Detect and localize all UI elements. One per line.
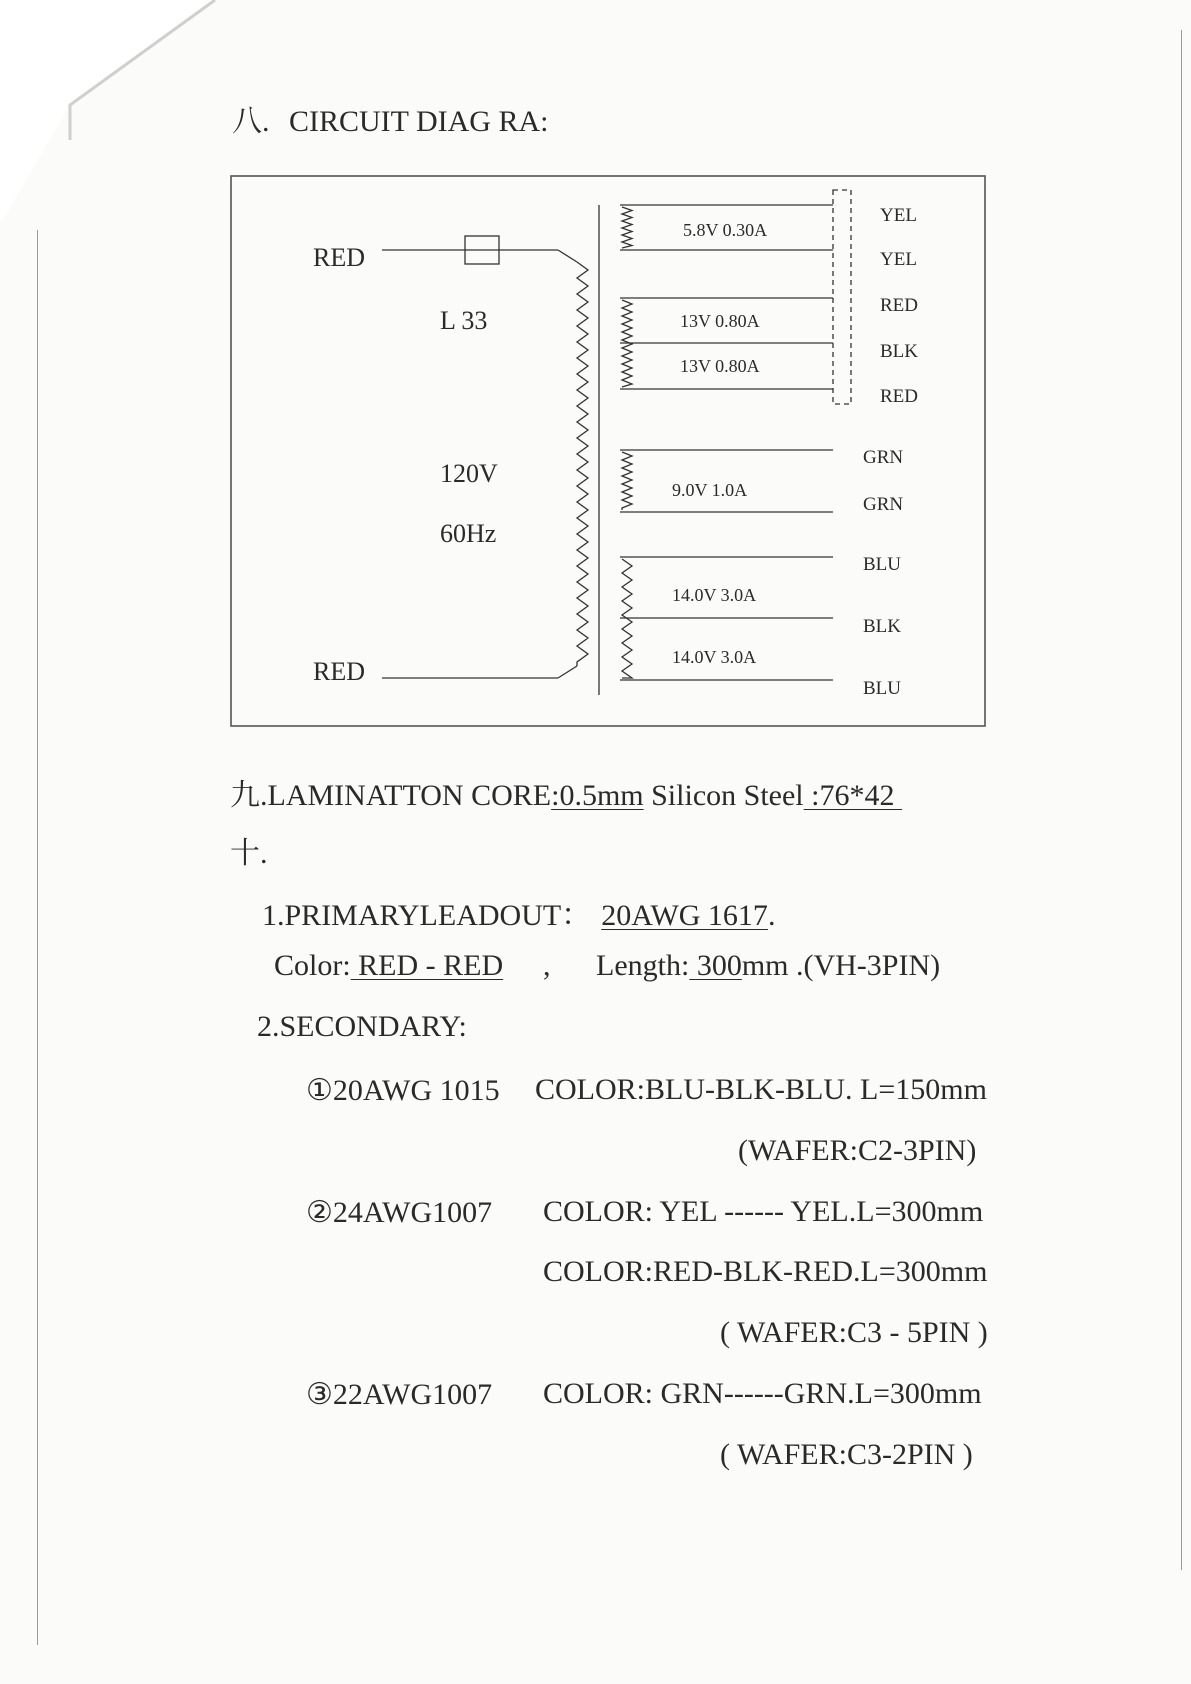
secondary-item-1-id: [306, 1073, 500, 1108]
primary-voltage-label: 120V: [440, 459, 498, 488]
color-value: RED - RED: [350, 949, 504, 982]
length-label: Length:: [596, 949, 690, 982]
secondary-3-wire: 22AWG1007: [332, 1378, 493, 1411]
circuit-diagram: [0, 0, 1191, 760]
secondary-2-color-2: COLOR:RED-BLK-RED.L=300mm: [543, 1255, 988, 1288]
secondary-2-wafer: ( WAFER:C3 - 5PIN ): [720, 1316, 988, 1349]
primary-dot: .: [767, 899, 776, 932]
section8-number: 八.: [232, 105, 270, 138]
secondary-1-wire: 20AWG 1015: [332, 1074, 500, 1107]
primary-wire: 20AWG 1617: [601, 899, 768, 932]
wire-color-label: GRN: [863, 447, 904, 468]
wire-color-label: BLK: [880, 341, 918, 362]
secondary-2-wire: 24AWG1007: [332, 1196, 493, 1229]
primary-heading: 1.PRIMARYLEADOUT：: [262, 899, 592, 932]
secondary-1-wafer: (WAFER:C2-3PIN): [738, 1134, 977, 1167]
primary-lead-bottom-label: RED: [313, 657, 365, 686]
primary-lead-top-label: RED: [313, 243, 365, 272]
color-label: Color:: [274, 949, 351, 982]
section10-number: 十.: [230, 837, 268, 870]
primary-color-line: [274, 949, 503, 983]
wire-color-label: BLU: [863, 554, 901, 575]
secondary-2-color-1: COLOR: YEL ------ YEL.L=300mm: [543, 1195, 984, 1228]
wire-color-label: GRN: [863, 494, 904, 515]
primary-comma: ,: [543, 949, 551, 982]
section8-title: CIRCUIT DIAG RA:: [289, 105, 549, 138]
secondary-heading: 2.SECONDARY:: [257, 1010, 467, 1043]
length-suffix: mm .(VH-3PIN): [741, 949, 941, 982]
primary-top-bend: [558, 250, 577, 262]
wire-color-label: BLU: [863, 678, 901, 699]
core-material: Silicon Steel: [643, 779, 804, 812]
primary-frequency-label: 60Hz: [440, 519, 497, 548]
secondary-3-wafer: ( WAFER:C3-2PIN ): [720, 1438, 973, 1471]
sec3-rating-label: 9.0V 1.0A: [672, 480, 748, 500]
core-thickness: :0.5mm: [551, 779, 644, 812]
circled-number-2: ②: [306, 1196, 333, 1229]
primary-leadout-line: [262, 890, 775, 934]
primary-length-line: [596, 949, 940, 983]
length-value: 300: [689, 949, 742, 982]
secondary-item-3-id: [306, 1377, 492, 1412]
circled-number-1: ①: [306, 1074, 333, 1107]
primary-winding-coil: [577, 262, 588, 666]
sec4b-rating-label: 14.0V 3.0A: [672, 647, 757, 667]
secondary-3-color: COLOR: GRN------GRN.L=300mm: [543, 1377, 982, 1410]
primary-bottom-bend: [558, 666, 577, 678]
secondary-item-2-id: [306, 1195, 492, 1230]
part-number-label: L 33: [440, 306, 488, 335]
sec1-rating-label: 5.8V 0.30A: [683, 220, 768, 240]
wire-color-label: YEL: [880, 249, 917, 270]
sec2b-rating-label: 13V 0.80A: [680, 356, 760, 376]
circled-number-3: ③: [306, 1378, 333, 1411]
section9-line: [230, 770, 902, 814]
wire-color-label: RED: [880, 386, 918, 407]
wire-color-label: BLK: [863, 616, 901, 637]
sec4a-rating-label: 14.0V 3.0A: [672, 585, 757, 605]
sec1-coil: [622, 207, 632, 248]
sec3-coil: [622, 452, 632, 510]
wire-color-label: YEL: [880, 205, 917, 226]
connector-housing: [833, 190, 851, 404]
section9-number: 九.: [230, 779, 268, 812]
sec2a-rating-label: 13V 0.80A: [680, 311, 760, 331]
wire-color-label: RED: [880, 295, 918, 316]
core-size: :76*42: [803, 779, 902, 812]
secondary-1-color: COLOR:BLU-BLK-BLU. L=150mm: [535, 1073, 987, 1106]
core-label: LAMINATTON CORE: [267, 779, 552, 812]
